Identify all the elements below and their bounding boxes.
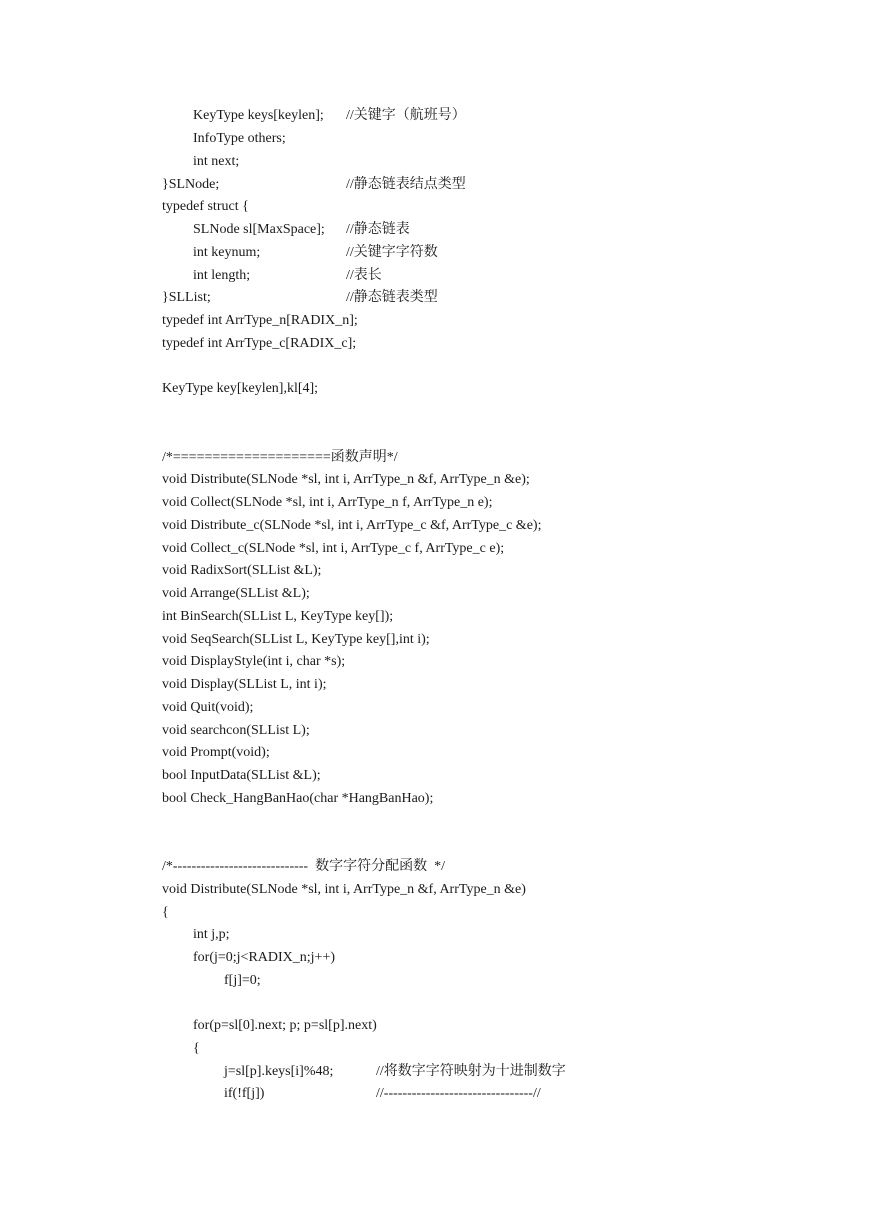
code-line: int j,p; <box>193 927 230 942</box>
code-line: void SeqSearch(SLList L, KeyType key[],int i); <box>162 632 430 647</box>
code-line: int keynum; <box>193 245 261 260</box>
code-line: void Arrange(SLList &L); <box>162 586 310 601</box>
code-line: typedef int ArrType_c[RADIX_c]; <box>162 336 357 351</box>
code-line: if(!f[j]) <box>224 1086 265 1101</box>
code-comment: //表长 <box>346 268 382 283</box>
code-line: bool InputData(SLList &L); <box>162 768 321 783</box>
code-comment: //将数字字符映射为十进制数字 <box>376 1064 566 1079</box>
code-comment: //关键字字符数 <box>346 245 438 260</box>
code-line: int length; <box>193 268 251 283</box>
code-comment: //静态链表结点类型 <box>346 177 466 192</box>
code-line: void Distribute(SLNode *sl, int i, ArrType_n &f, ArrType_n &e) <box>162 882 526 897</box>
code-line: void searchcon(SLList L); <box>162 723 310 738</box>
code-line: int next; <box>193 154 240 169</box>
code-line: { <box>193 1041 200 1056</box>
code-comment: //静态链表类型 <box>346 290 438 305</box>
code-line: SLNode sl[MaxSpace]; <box>193 222 325 237</box>
code-line: int BinSearch(SLList L, KeyType key[]); <box>162 609 394 624</box>
section-heading: /*----------------------------- 数字字符分配函数 */ <box>162 859 445 874</box>
code-line: typedef struct { <box>162 199 249 214</box>
code-comment: //静态链表 <box>346 222 410 237</box>
code-line: f[j]=0; <box>224 973 261 988</box>
section-heading: /*====================函数声明*/ <box>162 450 398 465</box>
code-line: j=sl[p].keys[i]%48; <box>224 1064 334 1079</box>
code-line: void Quit(void); <box>162 700 254 715</box>
code-line: for(j=0;j<RADIX_n;j++) <box>193 950 336 965</box>
code-comment: //--------------------------------// <box>376 1086 541 1101</box>
code-line: }SLNode; <box>162 177 220 192</box>
code-line: void Prompt(void); <box>162 745 270 760</box>
code-line: void Display(SLList L, int i); <box>162 677 327 692</box>
code-line: { <box>162 905 169 920</box>
code-line: void Distribute(SLNode *sl, int i, ArrType_n &f, ArrType_n &e); <box>162 472 530 487</box>
code-line: for(p=sl[0].next; p; p=sl[p].next) <box>193 1018 377 1033</box>
code-comment: //关键字（航班号） <box>346 108 466 123</box>
code-line: }SLList; <box>162 290 211 305</box>
code-line: void Collect(SLNode *sl, int i, ArrType_n f, ArrType_n e); <box>162 495 493 510</box>
code-line: void DisplayStyle(int i, char *s); <box>162 654 346 669</box>
code-line: bool Check_HangBanHao(char *HangBanHao); <box>162 791 434 806</box>
code-line: void RadixSort(SLList &L); <box>162 563 322 578</box>
code-line: void Distribute_c(SLNode *sl, int i, ArrType_c &f, ArrType_c &e); <box>162 518 542 533</box>
code-line: typedef int ArrType_n[RADIX_n]; <box>162 313 358 328</box>
code-line: KeyType keys[keylen]; <box>193 108 324 123</box>
code-line: void Collect_c(SLNode *sl, int i, ArrType_c f, ArrType_c e); <box>162 541 505 556</box>
code-line: InfoType others; <box>193 131 286 146</box>
code-line: KeyType key[keylen],kl[4]; <box>162 381 319 396</box>
